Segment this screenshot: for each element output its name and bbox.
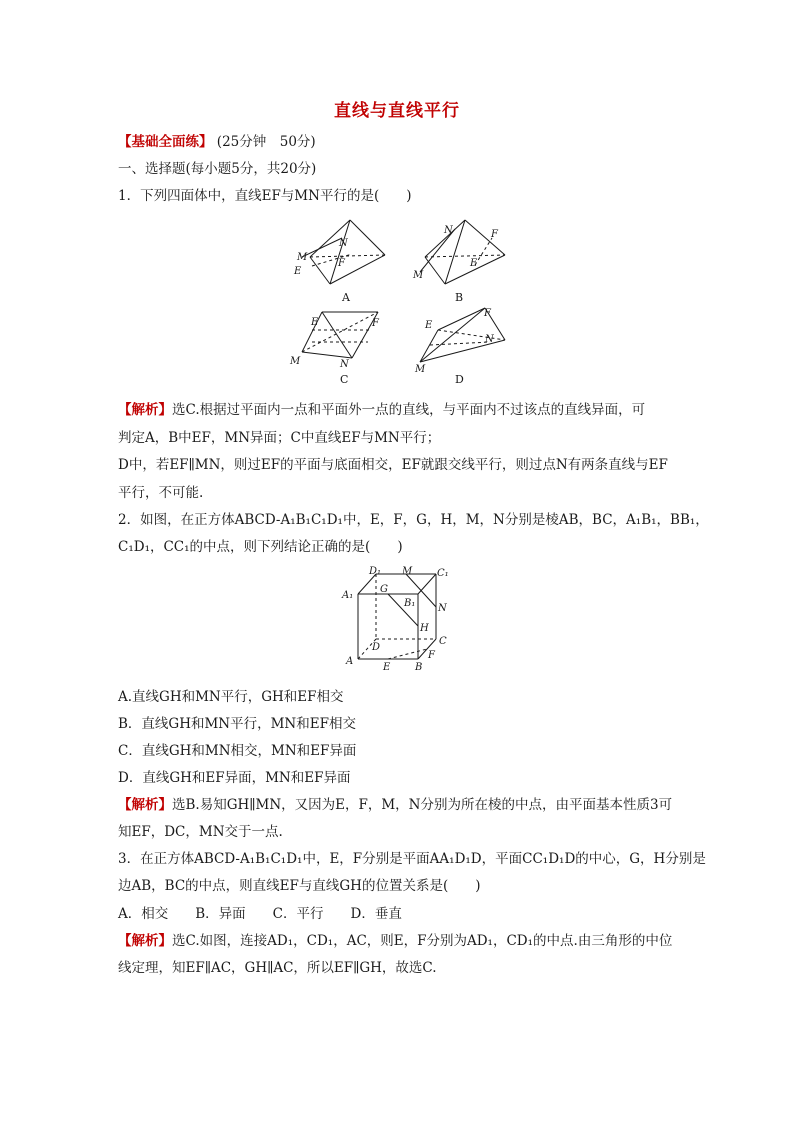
caption-c: C: [340, 373, 349, 386]
q2-analysis-line-1: 【解析】选B.易知GH∥MN，又因为E，F，M，N分别为所在棱的中点，由平面基本性质3可: [118, 797, 673, 813]
section-heading: [118, 133, 316, 151]
svg-text:E: E: [383, 662, 391, 673]
q1-analysis-line-4: 平行，不可能.: [118, 485, 204, 501]
svg-text:E: E: [311, 317, 319, 328]
svg-text:N: N: [340, 359, 349, 370]
q2-option-a: A.直线GH和MN平行，GH和EF相交: [118, 689, 344, 705]
svg-text:E: E: [294, 266, 302, 277]
svg-text:M: M: [290, 356, 301, 367]
q1-stem: 1．下列四面体中，直线EF与MN平行的是( ): [118, 188, 412, 204]
q2-option-d: D．直线GH和EF异面，MN和EF异面: [118, 770, 351, 786]
caption-d: D: [455, 373, 464, 386]
q3-analysis-tag: 【解析】: [118, 933, 172, 949]
q1-figures: [280, 212, 530, 390]
caption-a: A: [342, 291, 350, 304]
svg-text:F: F: [491, 229, 498, 240]
svg-text:F: F: [428, 650, 435, 661]
svg-text:A: A: [346, 656, 354, 667]
svg-text:B₁: B₁: [404, 598, 416, 609]
q2-option-b: B．直线GH和MN平行，MN和EF相交: [118, 716, 356, 732]
svg-text:F: F: [484, 308, 491, 319]
q3-stem-line-2: 边AB，BC的中点，则直线EF与直线GH的位置关系是( ): [118, 878, 481, 894]
svg-text:C: C: [439, 636, 447, 647]
part-heading: 一、选择题(每小题5分，共20分): [118, 161, 317, 177]
svg-text:N: N: [339, 238, 348, 249]
q1-analysis-line-3: D中，若EF∥MN，则过EF的平面与底面相交，EF就跟交线平行，则过点N有两条直线与EF: [118, 457, 668, 473]
q3-options: A．相交 B．异面 C．平行 D．垂直: [118, 906, 402, 922]
figure-a: [302, 220, 385, 284]
q2-analysis-tag: 【解析】: [118, 797, 172, 813]
svg-text:M: M: [415, 364, 426, 375]
svg-text:M: M: [402, 566, 413, 577]
svg-text:E: E: [425, 320, 433, 331]
svg-text:G: G: [380, 584, 388, 595]
svg-text:N: N: [485, 334, 494, 345]
q1-analysis-line-2: 判定A，B中EF，MN异面；C中直线EF与MN平行；: [118, 430, 441, 446]
caption-b: B: [455, 291, 464, 304]
section-time: (25分钟 50分): [216, 134, 316, 150]
svg-text:C₁: C₁: [437, 568, 449, 579]
q2-stem-line-2: C₁D₁，CC₁的中点，则下列结论正确的是( ): [118, 539, 403, 555]
svg-text:D₁: D₁: [369, 566, 382, 577]
q2-stem-line-1: 2．如图，在正方体ABCD-A₁B₁C₁D₁中，E，F，G，H，M，N分别是棱AB，BC，A₁B₁，BB₁，: [118, 512, 709, 528]
q3-analysis-line-1: 【解析】选C.如图，连接AD₁，CD₁，AC，则E，F分别为AD₁，CD₁的中点.由三角形的中位: [118, 933, 673, 949]
svg-text:M: M: [297, 252, 308, 263]
svg-text:F: F: [372, 318, 379, 329]
svg-text:N: N: [444, 225, 453, 236]
svg-text:B: B: [415, 662, 423, 673]
svg-text:D: D: [372, 642, 381, 653]
q1-analysis-line-1: 【解析】选C.根据过平面内一点和平面外一点的直线，与平面内不过该点的直线异面，可: [118, 402, 646, 418]
svg-text:F: F: [338, 258, 345, 269]
q1-analysis-tag: 【解析】: [118, 402, 172, 418]
svg-text:M: M: [413, 270, 424, 281]
q2-option-c: C．直线GH和MN相交，MN和EF异面: [118, 743, 357, 759]
q3-stem-line-1: 3．在正方体ABCD-A₁B₁C₁D₁中，E，F分别是平面AA₁D₁D，平面CC₁D₁D的中心，G，H分别是: [118, 851, 706, 867]
svg-text:H: H: [420, 623, 429, 634]
svg-text:A₁: A₁: [342, 590, 354, 601]
page-title: 直线与直线平行: [334, 101, 460, 121]
q2-analysis-line-2: 知EF，DC，MN交于一点.: [118, 824, 283, 840]
section-tag: 【基础全面练】: [118, 134, 213, 150]
svg-text:N: N: [438, 603, 447, 614]
q2-cube-figure: [340, 564, 460, 676]
svg-text:E: E: [470, 258, 478, 269]
q3-analysis-line-2: 线定理，知EF∥AC，GH∥AC，所以EF∥GH，故选C.: [118, 960, 437, 976]
